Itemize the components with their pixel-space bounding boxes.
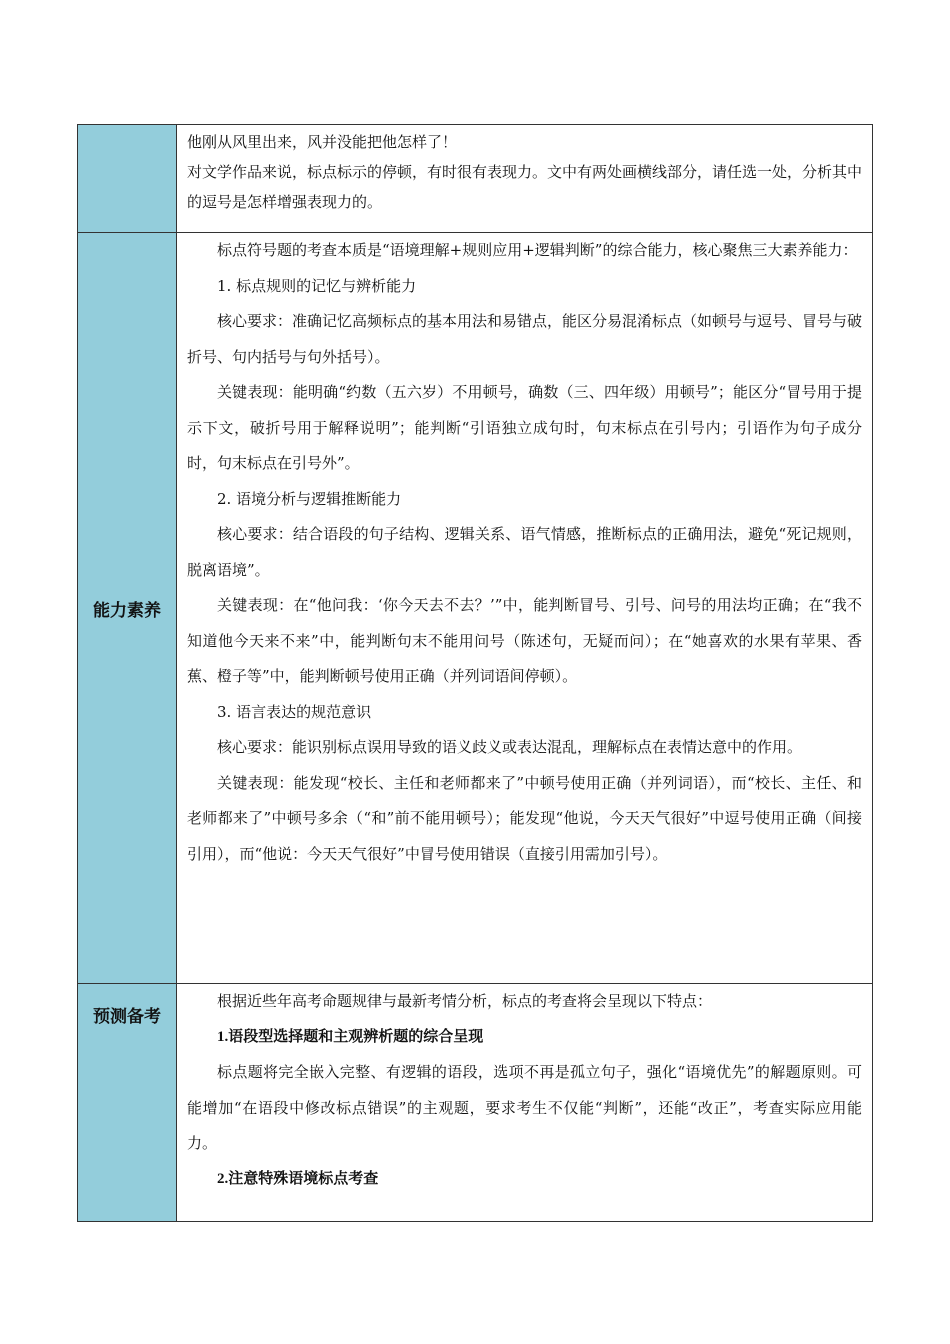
paragraph: 核心要求：结合语段的句子结构、逻辑关系、语气情感，推断标点的正确用法，避免“死记规则，脱离语境”。 (187, 525, 862, 579)
row-label-cell (78, 984, 177, 1222)
table-row-question (78, 125, 873, 233)
paragraph: 关键表现：在“他问我：‘你今天去不去？’”中，能判断冒号、引号、问号的用法均正确；在“我不知道他今天来不来”中，能判断句末不能用问号（陈述句，无疑而问）；在“她喜欢的水果有苹果、香蕉、橙子等”中，能判断顿号使用正确（并列词语间停顿）。 (187, 596, 862, 685)
paragraph: 标点符号题的考查本质是“语境理解+规则应用+逻辑判断”的综合能力，核心聚焦三大素养能力： (217, 241, 858, 259)
row-label-cell (78, 233, 177, 984)
row-label-prediction: 预测备考 (93, 1007, 161, 1027)
row-content-cell (177, 233, 873, 984)
paragraph: 关键表现：能明确“约数（五六岁）不用顿号，确数（三、四年级）用顿号”；能区分“冒号用于提示下文，破折号用于解释说明”；能判断“引语独立成句时，句末标点在引号内；引语作为句子成分时，句末标点在引号外”。 (187, 383, 862, 472)
paragraph: 根据近些年高考命题规律与最新考情分析，标点的考查将会呈现以下特点： (217, 992, 713, 1010)
row-content-cell (177, 125, 873, 233)
table-row-ability (78, 233, 873, 984)
question-text-quote: 他刚从风里出来，风并没能把他怎样了！ (187, 133, 458, 151)
section-heading: 2.注意特殊语境标点考查 (217, 1170, 379, 1187)
section-heading: 2. 语境分析与逻辑推断能力 (217, 489, 402, 508)
section-heading: 3. 语言表达的规范意识 (217, 702, 372, 721)
paragraph: 核心要求：准确记忆高频标点的基本用法和易错点，能区分易混淆标点（如顿号与逗号、冒号与破折号、句内括号与句外括号）。 (187, 312, 863, 366)
paragraph: 标点题将完全嵌入完整、有逻辑的语段，选项不再是孤立句子，强化“语境优先”的解题原则。可能增加“在语段中修改标点错误”的主观题，要求考生不仅能“判断”，还能“改正”，考查实际应用能力。 (187, 1063, 862, 1152)
section-heading: 1.语段型选择题和主观辨析题的综合呈现 (217, 1028, 484, 1045)
section-heading: 1. 标点规则的记忆与辨析能力 (217, 276, 417, 295)
table-row-prediction (78, 984, 873, 1222)
content-table (77, 124, 873, 1222)
row-content-cell (177, 984, 873, 1222)
row-label-ability: 能力素养 (93, 600, 161, 621)
paragraph: 核心要求：能识别标点误用导致的语义歧义或表达混乱，理解标点在表情达意中的作用。 (217, 738, 803, 756)
question-text-prompt: 对文学作品来说，标点标示的停顿，有时很有表现力。文中有两处画横线部分，请任选一处，分析其中的逗号是怎样增强表现力的。 (187, 163, 863, 211)
row-label-cell (78, 125, 177, 233)
paragraph: 关键表现：能发现“校长、主任和老师都来了”中顿号使用正确（并列词语），而“校长、主任、和老师都来了”中顿号多余（“和”前不能用顿号）；能发现“他说，今天天气很好”中逗号使用正确（间接引用），而“他说：今天天气很好”中冒号使用错误（直接引用需加引号）。 (187, 773, 862, 863)
